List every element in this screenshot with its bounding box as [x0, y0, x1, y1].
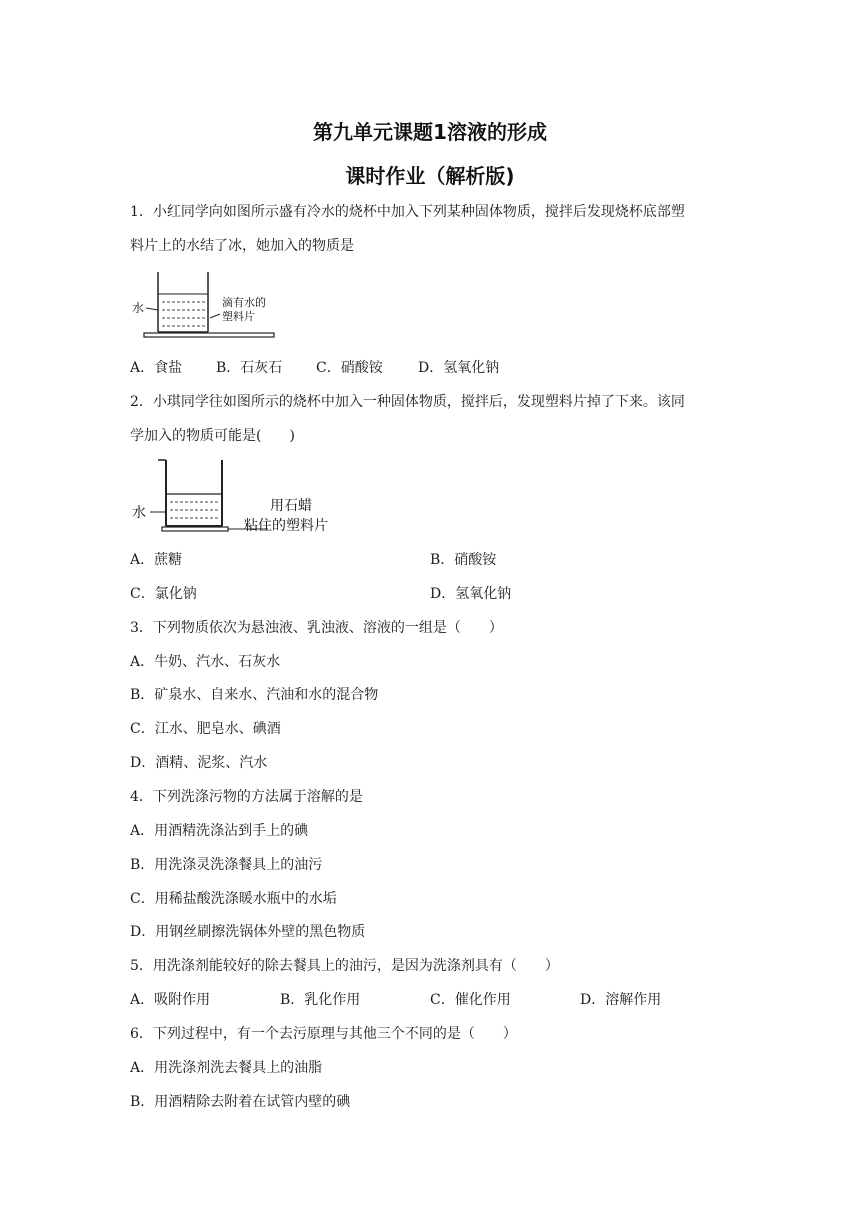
q1-option-d: D．氢氧化钠	[418, 360, 500, 376]
q4-option-c: C．用稀盐酸洗涤暖水瓶中的水垢	[130, 891, 337, 907]
q1-option-a: A．食盐	[130, 360, 183, 376]
q4-stem: 4．下列洗涤污物的方法属于溶解的是	[130, 789, 363, 805]
q1-fig-label-water: 水	[132, 301, 145, 315]
q5-stem: 5．用洗涤剂能较好的除去餐具上的油污，是因为洗涤剂具有（ ）	[130, 958, 559, 974]
q1-stem-line1: 1．小红同学向如图所示盛有冷水的烧杯中加入下列某种固体物质，搅拌后发现烧杯底部塑	[130, 204, 685, 220]
q2-option-c: C．氯化钠	[130, 586, 197, 602]
q3-option-b: B．矿泉水、自来水、汽油和水的混合物	[130, 687, 379, 703]
q2-fig-label-plate-1: 用石蜡	[270, 498, 312, 514]
q2-beaker-figure	[128, 456, 358, 538]
q1-beaker-figure	[128, 268, 288, 342]
q2-fig-label-water: 水	[132, 505, 146, 521]
page-subtitle: 课时作业（解析版)	[345, 164, 515, 188]
q1-fig-label-plate-1: 滴有水的	[222, 296, 266, 309]
q6-option-b: B．用酒精除去附着在试管内壁的碘	[130, 1094, 351, 1110]
q6-stem: 6．下列过程中，有一个去污原理与其他三个不同的是（ ）	[130, 1026, 517, 1042]
q5-option-a: A．吸附作用	[130, 992, 211, 1008]
q4-option-b: B．用洗涤灵洗涤餐具上的油污	[130, 857, 323, 873]
q4-option-d: D．用钢丝刷擦洗锅体外壁的黑色物质	[130, 924, 366, 940]
q4-option-a: A．用酒精洗涤沾到手上的碘	[130, 823, 309, 839]
q2-stem-line2: 学加入的物质可能是( )	[130, 428, 295, 444]
q2-stem-line1: 2．小琪同学往如图所示的烧杯中加入一种固体物质，搅拌后，发现塑料片掉了下来。该同	[130, 394, 685, 410]
page-title: 第九单元课题1溶液的形成	[313, 120, 547, 144]
q3-option-c: C．江水、肥皂水、碘酒	[130, 721, 281, 737]
q1-option-b: B．石灰石	[216, 360, 283, 376]
q2-option-d: D．氢氧化钠	[430, 586, 512, 602]
q2-fig-label-plate-2: 粘住的塑料片	[244, 518, 328, 534]
q3-option-a: A．牛奶、汽水、石灰水	[130, 654, 281, 670]
q5-option-b: B．乳化作用	[280, 992, 361, 1008]
q2-option-b: B．硝酸铵	[430, 552, 497, 568]
q3-option-d: D．酒精、泥浆、汽水	[130, 755, 268, 771]
q5-option-d: D．溶解作用	[580, 992, 662, 1008]
q1-fig-label-plate-2: 塑料片	[222, 310, 255, 323]
q2-option-a: A．蔗糖	[130, 552, 183, 568]
q6-option-a: A．用洗涤剂洗去餐具上的油脂	[130, 1060, 323, 1076]
q3-stem: 3．下列物质依次为悬浊液、乳浊液、溶液的一组是（ ）	[130, 620, 503, 636]
q1-option-c: C．硝酸铵	[316, 360, 383, 376]
q5-option-c: C．催化作用	[430, 992, 511, 1008]
q1-stem-line2: 料片上的水结了冰，她加入的物质是	[130, 238, 354, 254]
